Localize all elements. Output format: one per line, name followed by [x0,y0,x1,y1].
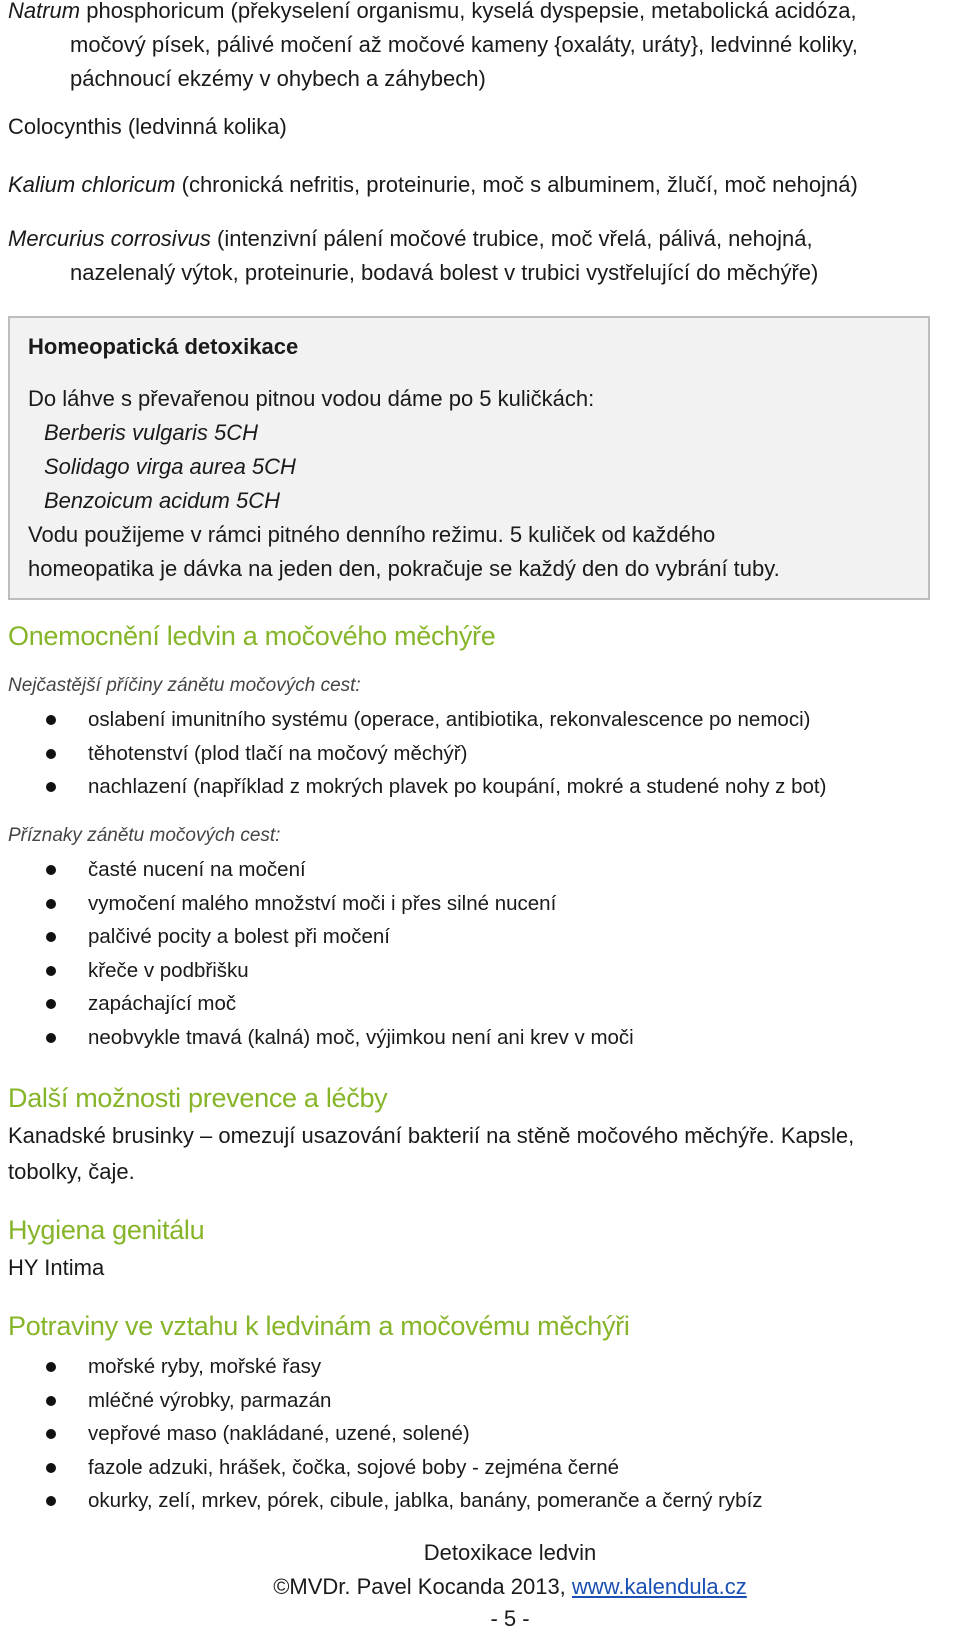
bullet-icon [46,1496,56,1506]
detox-item: Solidago virga aurea 5CH [44,454,296,479]
remedy-desc-cont: močový písek, pálivé močení až močové kameny {oxaláty, uráty}, ledvinné koliky, [70,32,858,57]
section-heading-hygiene: Hygiena genitálu [8,1215,205,1245]
list-item: vymočení malého množství moči i přes silné nucení [0,887,634,921]
detox-intro: Do láhve s převařenou pitnou vodou dáme po 5 kuličkách: [28,386,595,411]
list-item: oslabení imunitního systému (operace, antibiotika, rekonvalescence po nemoci) [0,703,826,737]
causes-label: Nejčastější příčiny zánětu močových cest: [8,675,361,696]
list-item: palčivé pocity a bolest při močení [0,920,634,954]
bullet-icon [46,966,56,976]
detox-note: Vodu použijeme v rámci pitného denního režimu. 5 kuliček od každého [28,522,716,547]
remedy-desc-cont: páchnoucí ekzémy v ohybech a záhybech) [70,66,486,91]
remedy-name: Kalium chloricum [8,172,176,197]
list-item: křeče v podbřišku [0,954,634,988]
bullet-icon [46,1033,56,1043]
bullet-icon [46,999,56,1009]
detox-box [8,316,930,600]
remedy-desc: (chronická nefritis, proteinurie, moč s albuminem, žlučí, moč nehojná) [175,172,858,197]
bullet-icon [46,1429,56,1439]
bullet-icon [46,782,56,792]
remedy-kalium [8,168,958,202]
detox-item: Berberis vulgaris 5CH [44,420,258,445]
prevention-text: Kanadské brusinky – omezují usazování bakterií na stěně močového měchýře. Kapsle, tobolky, čaje. [8,1123,855,1184]
bullet-icon [46,865,56,875]
remedy-name: Mercurius corrosivus [8,226,211,251]
symptoms-label: Příznaky zánětu močových cest: [8,825,281,846]
bullet-icon [46,1463,56,1473]
bullet-icon [46,1362,56,1372]
remedy-desc: phosphoricum (překyselení organismu, kyselá dyspepsie, metabolická acidóza, [80,0,857,23]
remedy-desc-cont: nazelenalý výtok, proteinurie, bodavá bolest v trubici vystřelující do měchýře) [70,260,819,285]
list-item: mořské ryby, mořské řasy [0,1350,763,1384]
remedy-colocynthis [8,110,958,144]
bullet-icon [46,932,56,942]
list-item: časté nucení na močení [0,853,634,887]
list-item: nachlazení (například z mokrých plavek po koupání, mokré a studené nohy z bot) [0,770,826,804]
bullet-icon [46,1396,56,1406]
footer-title: Detoxikace ledvin [423,1540,597,1565]
section-heading-foods: Potraviny ve vztahu k ledvinám a močovému měchýři [8,1311,630,1341]
remedy-desc: (ledvinná kolika) [121,114,287,139]
list-item: okurky, zelí, mrkev, pórek, cibule, jablka, banány, pomeranče a černý rybíz [0,1484,763,1518]
causes-list [0,703,826,804]
page-number: - 5 - [490,1606,530,1631]
section-heading-prevention: Další možnosti prevence a léčby [8,1083,388,1113]
list-item: fazole adzuki, hrášek, čočka, sojové boby - zejména černé [0,1451,763,1485]
foods-list [0,1350,763,1518]
remedy-name: Natrum [8,0,81,23]
footer-copyright: ©MVDr. Pavel Kocanda 2013, www.kalendula.cz [273,1574,747,1599]
bullet-icon [46,749,56,759]
section-heading-kidney-disease: Onemocnění ledvin a močového měchýře [8,621,496,651]
hygiene-text: HY Intima [8,1255,105,1280]
list-item: neobvykle tmavá (kalná) moč, výjimkou není ani krev v moči [0,1021,634,1055]
remedy-natrum [8,0,958,96]
detox-note: homeopatika je dávka na jeden den, pokračuje se každý den do vybrání tuby. [28,556,780,581]
symptoms-list [0,853,634,1054]
detox-title: Homeopatická detoxikace [28,334,299,359]
list-item: těhotenství (plod tlačí na močový měchýř) [0,737,826,771]
list-item: zapáchající moč [0,987,634,1021]
list-item: vepřové maso (nakládané, uzené, solené) [0,1417,763,1451]
footer-link[interactable]: www.kalendula.cz [571,1574,747,1599]
remedy-desc: (intenzivní pálení močové trubice, moč vřelá, pálivá, nehojná, [210,226,813,251]
bullet-icon [46,715,56,725]
detox-item: Benzoicum acidum 5CH [44,488,280,513]
list-item: mléčné výrobky, parmazán [0,1384,763,1418]
remedy-mercurius [8,222,958,290]
bullet-icon [46,899,56,909]
remedy-name: Colocynthis [8,114,122,139]
